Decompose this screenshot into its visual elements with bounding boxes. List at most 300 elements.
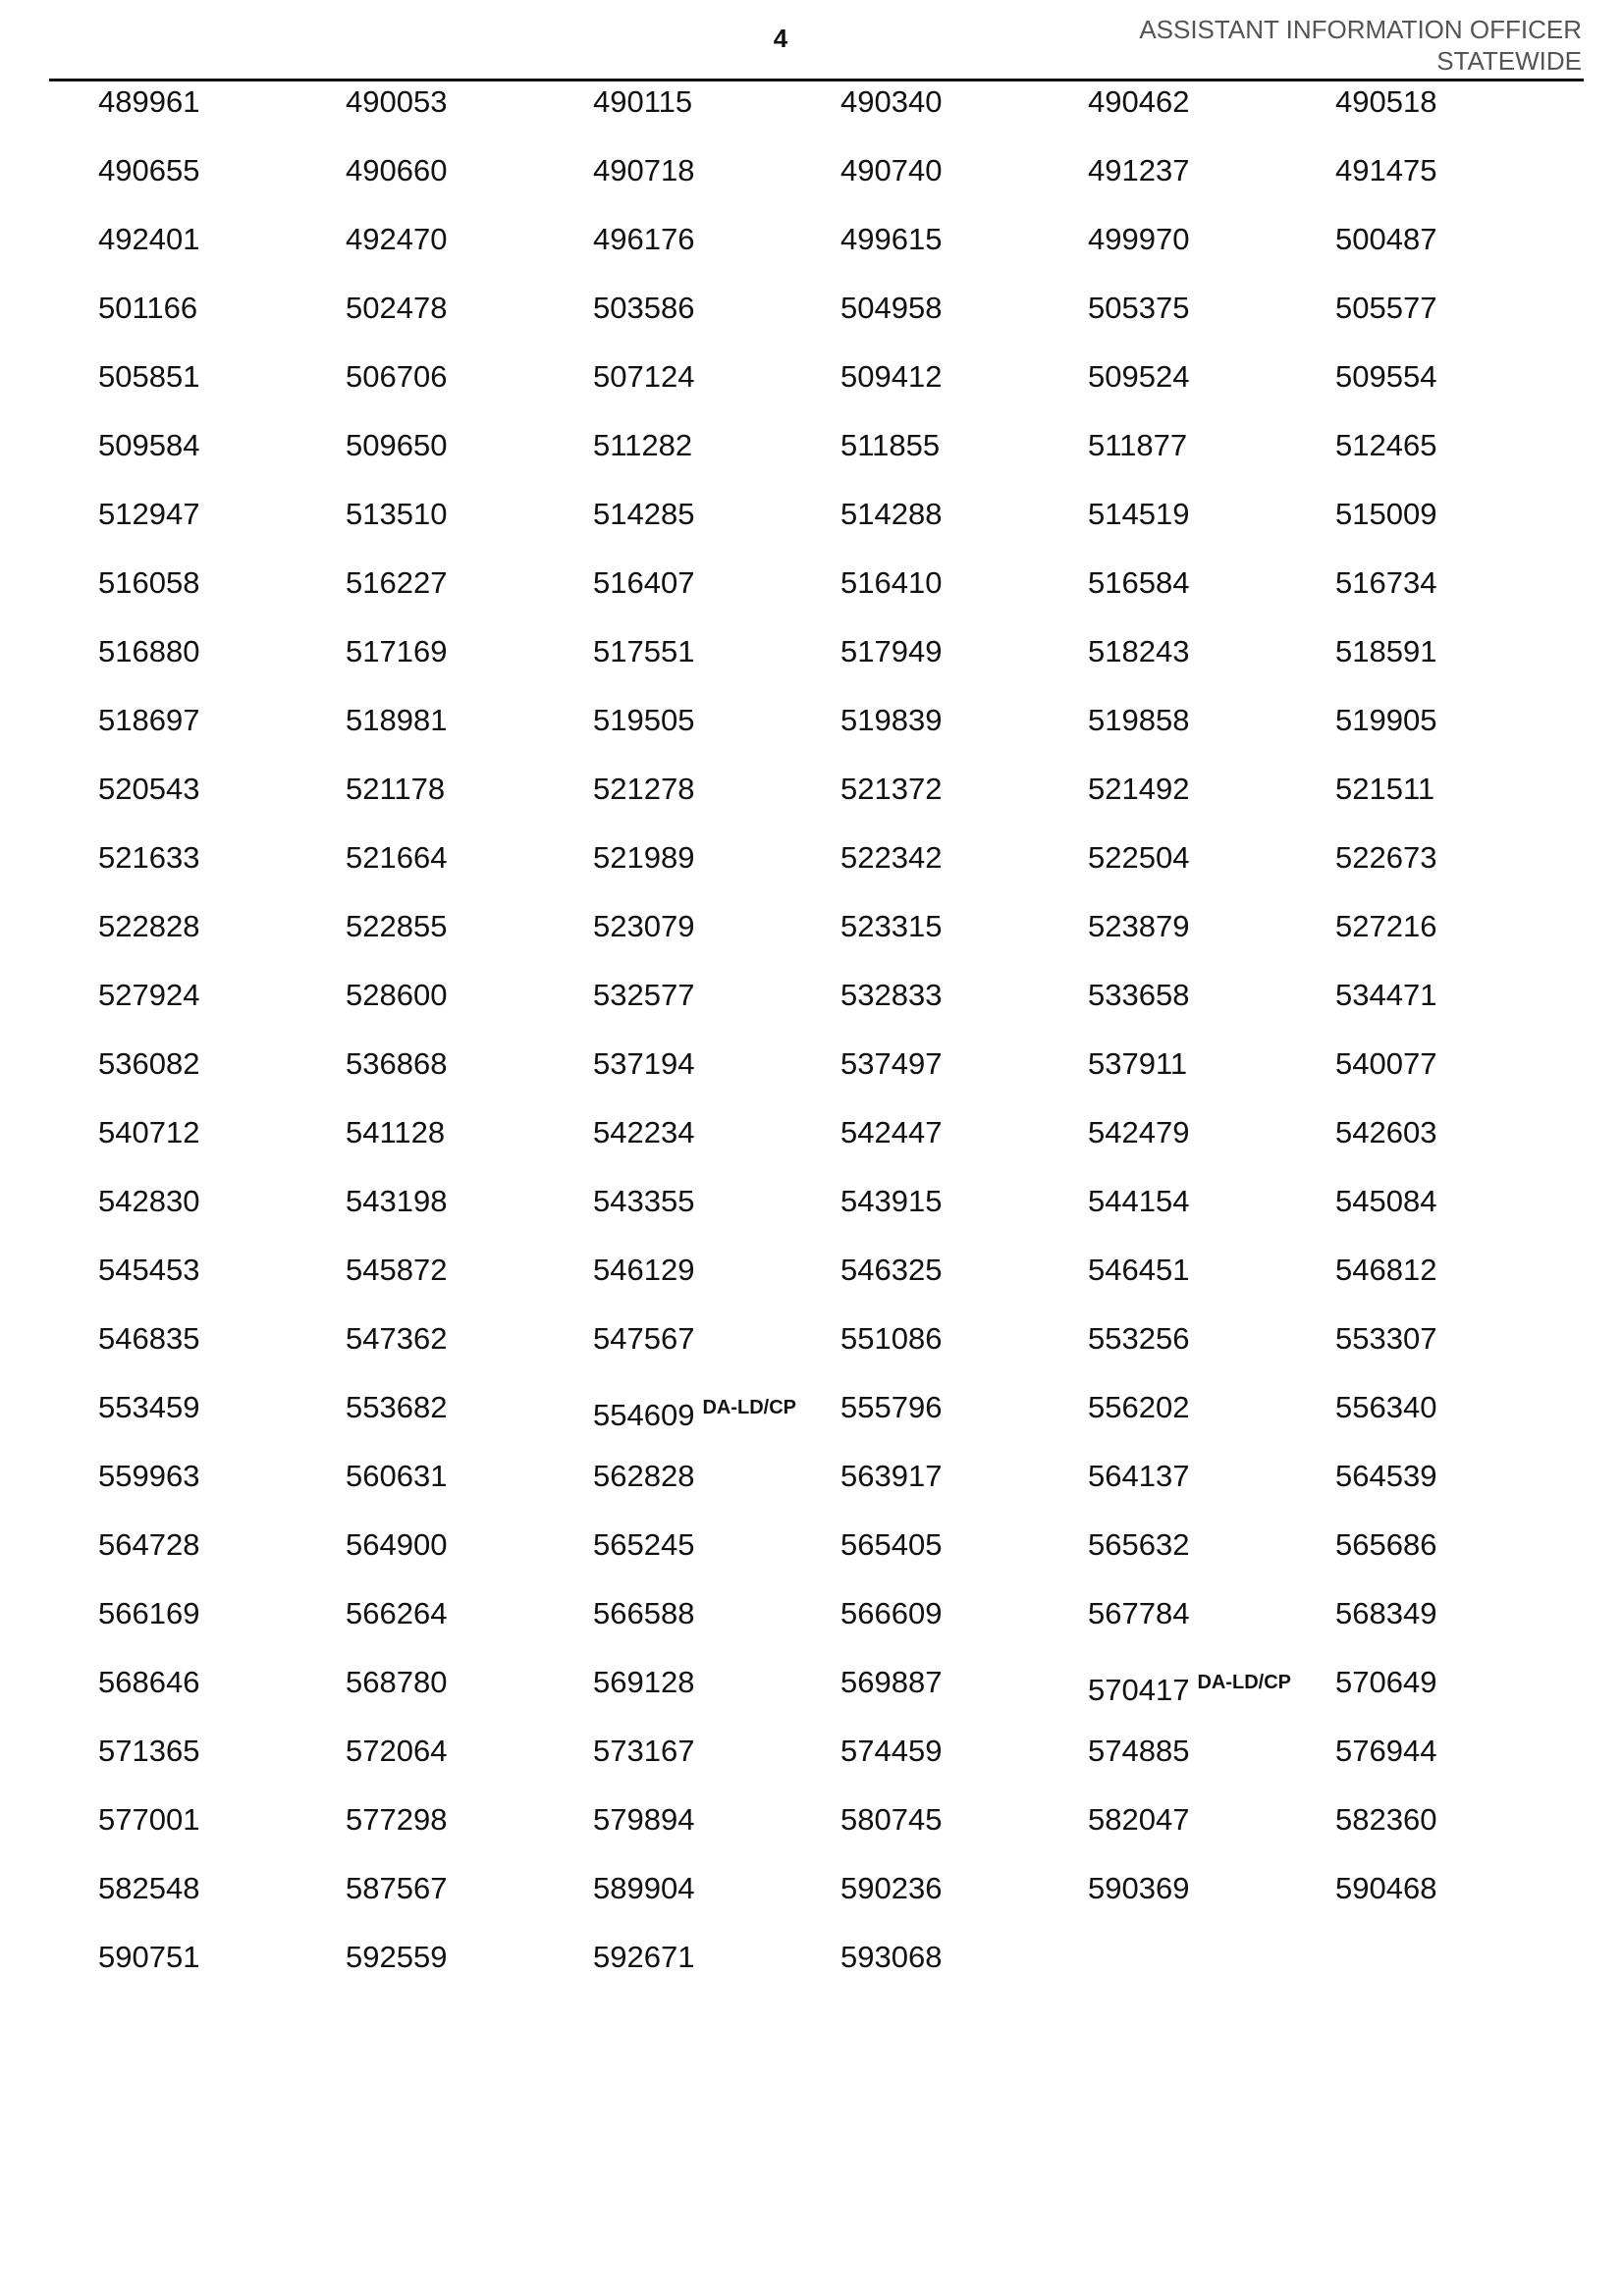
roll-number-cell	[346, 1044, 447, 1084]
roll-number: 519839	[840, 703, 943, 737]
roll-number-cell	[840, 770, 942, 809]
roll-number-cell	[1335, 1251, 1436, 1290]
roll-number-cell	[1335, 357, 1436, 397]
roll-number: 516584	[1088, 565, 1190, 600]
roll-number: 587567	[346, 1871, 448, 1905]
roll-number-cell	[98, 1319, 199, 1359]
roll-number-cell	[593, 220, 694, 259]
roll-number-cell	[98, 976, 199, 1015]
roll-number: 572064	[346, 1734, 448, 1768]
roll-number-cell	[98, 1457, 199, 1496]
roll-number-cell	[346, 1869, 447, 1908]
roll-number-cell	[346, 907, 447, 946]
roll-number-cell	[840, 426, 940, 465]
roll-number-cell	[98, 1869, 199, 1908]
roll-number: 517949	[840, 634, 943, 668]
roll-number: 509524	[1088, 359, 1190, 394]
roll-number-cell	[593, 838, 694, 878]
roll-number: 512465	[1335, 428, 1437, 462]
roll-number: 545084	[1335, 1184, 1437, 1218]
roll-number: 489961	[98, 84, 200, 119]
category-mark: DA-LD/CP	[702, 1397, 796, 1418]
roll-number-cell	[1088, 357, 1189, 397]
roll-number: 509554	[1335, 359, 1437, 394]
roll-number: 490462	[1088, 84, 1190, 119]
roll-number: 537911	[1088, 1046, 1188, 1081]
roll-number-cell	[98, 701, 199, 740]
roll-number: 490518	[1335, 84, 1437, 119]
roll-number: 522828	[98, 909, 200, 943]
roll-number-cell	[346, 220, 447, 259]
roll-number-cell	[1088, 1800, 1189, 1840]
roll-number-cell	[593, 1663, 694, 1702]
roll-number: 532577	[593, 978, 695, 1012]
roll-number-cell	[1335, 1663, 1436, 1702]
roll-number: 516407	[593, 565, 695, 600]
roll-number: 516734	[1335, 565, 1437, 600]
roll-number: 547567	[593, 1321, 695, 1356]
roll-number: 534471	[1335, 978, 1437, 1012]
roll-number: 505375	[1088, 291, 1190, 325]
roll-number-cell	[98, 1663, 199, 1702]
roll-number-cell	[593, 1251, 694, 1290]
roll-number: 496176	[593, 222, 695, 256]
roll-number-cell	[98, 1044, 199, 1084]
roll-number-cell	[1088, 289, 1189, 328]
roll-number: 568646	[98, 1665, 200, 1699]
roll-number-cell	[346, 976, 447, 1015]
roll-number: 569128	[593, 1665, 695, 1699]
roll-number: 582047	[1088, 1802, 1190, 1837]
roll-number-cell	[593, 1319, 694, 1359]
roll-number: 505577	[1335, 291, 1437, 325]
roll-number: 500487	[1335, 222, 1437, 256]
roll-number: 573167	[593, 1734, 695, 1768]
roll-number: 528600	[346, 978, 448, 1012]
roll-number-cell	[98, 289, 197, 328]
roll-number: 520543	[98, 772, 200, 806]
roll-number-cell	[1335, 976, 1436, 1015]
roll-number-cell	[593, 426, 692, 465]
roll-number: 537497	[840, 1046, 943, 1081]
roll-number: 551086	[840, 1321, 943, 1356]
roll-number-cell	[346, 1457, 447, 1496]
roll-number-cell	[593, 1044, 694, 1084]
header-title-line-2: STATEWIDE	[1436, 46, 1582, 76]
roll-number-cell	[98, 1732, 199, 1771]
roll-number: 537194	[593, 1046, 695, 1081]
roll-number-cell	[840, 357, 942, 397]
roll-number: 533658	[1088, 978, 1190, 1012]
roll-number-cell	[1335, 1594, 1436, 1633]
roll-number-cell	[98, 1525, 199, 1565]
roll-number: 512947	[98, 497, 200, 531]
roll-number: 542830	[98, 1184, 200, 1218]
roll-number-cell	[346, 357, 447, 397]
roll-number-cell	[593, 495, 694, 534]
roll-number-cell	[1088, 632, 1189, 671]
roll-number: 564137	[1088, 1459, 1190, 1493]
roll-number: 592559	[346, 1940, 448, 1974]
roll-number-cell	[840, 1663, 942, 1702]
roll-number-cell	[346, 1113, 445, 1152]
roll-number: 521492	[1088, 772, 1190, 806]
roll-number-cell	[1335, 1044, 1436, 1084]
roll-number: 491237	[1088, 153, 1190, 187]
roll-number: 593068	[840, 1940, 943, 1974]
roll-number: 490340	[840, 84, 943, 119]
roll-number-cell	[1088, 1869, 1189, 1908]
roll-number-cell	[1088, 1182, 1189, 1221]
roll-number-cell	[593, 1182, 694, 1221]
roll-number: 504958	[840, 291, 943, 325]
roll-number: 570417	[1088, 1673, 1190, 1707]
roll-number: 509412	[840, 359, 943, 394]
roll-number-cell	[1088, 1113, 1189, 1152]
roll-number-cell	[98, 495, 199, 534]
roll-number-cell	[1335, 563, 1436, 603]
roll-number-cell	[840, 151, 942, 190]
roll-number-cell	[840, 1938, 942, 1977]
roll-number-cell	[1088, 1044, 1187, 1084]
roll-number-cell	[1088, 976, 1189, 1015]
roll-number: 544154	[1088, 1184, 1190, 1218]
roll-number-cell	[346, 495, 447, 534]
roll-number: 543198	[346, 1184, 448, 1218]
roll-number-cell	[1335, 220, 1436, 259]
roll-number: 506706	[346, 359, 448, 394]
roll-number: 516410	[840, 565, 943, 600]
roll-number: 553459	[98, 1390, 200, 1424]
roll-number: 565245	[593, 1527, 695, 1562]
roll-number-cell	[98, 563, 199, 603]
roll-number-cell	[593, 151, 694, 190]
roll-number: 522342	[840, 840, 943, 875]
roll-number-cell	[98, 357, 199, 397]
roll-number-cell	[1088, 426, 1187, 465]
roll-number: 568349	[1335, 1596, 1437, 1630]
roll-number-cell	[840, 495, 942, 534]
roll-number: 516880	[98, 634, 200, 668]
header-divider	[49, 79, 1584, 81]
roll-number: 590236	[840, 1871, 943, 1905]
roll-number-cell	[1088, 907, 1189, 946]
roll-number-cell	[346, 1594, 447, 1633]
roll-number-cell	[840, 82, 942, 122]
roll-number: 516227	[346, 565, 448, 600]
roll-number-cell	[840, 1044, 942, 1084]
roll-number: 517169	[346, 634, 448, 668]
roll-number: 521633	[98, 840, 200, 875]
roll-number-cell	[346, 1319, 447, 1359]
roll-number: 522855	[346, 909, 448, 943]
roll-number: 545872	[346, 1253, 448, 1287]
roll-number-cell	[346, 1938, 447, 1977]
page-number: 4	[773, 24, 788, 53]
roll-number-cell	[1088, 838, 1189, 878]
roll-number-cell	[840, 563, 942, 603]
roll-number: 519505	[593, 703, 695, 737]
roll-number-cell	[346, 1182, 447, 1221]
roll-number-cell	[98, 82, 199, 122]
roll-number-cell	[346, 1525, 447, 1565]
roll-number: 521511	[1335, 772, 1435, 806]
roll-number-cell	[840, 1388, 942, 1427]
roll-number-cell	[1088, 1319, 1189, 1359]
roll-number: 518591	[1335, 634, 1437, 668]
roll-number: 553682	[346, 1390, 448, 1424]
document-header	[1139, 14, 1582, 77]
roll-number-cell	[840, 1113, 942, 1152]
roll-number: 523079	[593, 909, 695, 943]
roll-number: 521178	[346, 772, 446, 806]
roll-number: 527924	[98, 978, 200, 1012]
roll-number-cell	[840, 1525, 942, 1565]
roll-number: 556340	[1335, 1390, 1437, 1424]
roll-number-cell	[346, 770, 445, 809]
roll-number: 532833	[840, 978, 943, 1012]
roll-number: 509584	[98, 428, 200, 462]
roll-number: 554609	[593, 1398, 695, 1432]
roll-number: 509650	[346, 428, 448, 462]
roll-number-cell	[593, 976, 694, 1015]
roll-number-cell	[593, 82, 692, 122]
roll-number-cell	[1088, 563, 1189, 603]
roll-number-cell	[1088, 1594, 1189, 1633]
roll-number: 547362	[346, 1321, 448, 1356]
roll-number: 556202	[1088, 1390, 1190, 1424]
roll-number: 566169	[98, 1596, 200, 1630]
roll-number: 511855	[840, 428, 941, 462]
roll-number: 542479	[1088, 1115, 1190, 1149]
header-title-line-1: ASSISTANT INFORMATION OFFICER	[1139, 15, 1582, 44]
roll-number: 505851	[98, 359, 200, 394]
roll-number-cell	[98, 1938, 199, 1977]
roll-number: 523315	[840, 909, 943, 943]
category-mark: DA-LD/CP	[1197, 1672, 1291, 1693]
roll-number-cell	[346, 563, 447, 603]
roll-number-cell	[1335, 151, 1436, 190]
roll-number-cell	[1088, 151, 1189, 190]
roll-number: 580745	[840, 1802, 943, 1837]
roll-number: 590369	[1088, 1871, 1190, 1905]
roll-number: 569887	[840, 1665, 943, 1699]
roll-number: 546835	[98, 1321, 200, 1356]
roll-number: 568780	[346, 1665, 448, 1699]
roll-number: 490660	[346, 153, 448, 187]
roll-number: 543355	[593, 1184, 695, 1218]
roll-number: 543915	[840, 1184, 943, 1218]
roll-number-cell	[346, 701, 447, 740]
roll-number: 553307	[1335, 1321, 1437, 1356]
roll-number-cell	[346, 1251, 447, 1290]
roll-number-cell	[1088, 770, 1189, 809]
roll-number: 590751	[98, 1940, 200, 1974]
roll-number: 571365	[98, 1734, 200, 1768]
roll-number-cell	[346, 1800, 447, 1840]
roll-number: 546325	[840, 1253, 943, 1287]
roll-number-cell	[593, 701, 694, 740]
roll-number-cell	[593, 1869, 694, 1908]
roll-number: 511877	[1088, 428, 1188, 462]
roll-number: 562828	[593, 1459, 695, 1493]
roll-number-cell	[1335, 1182, 1436, 1221]
roll-number: 516058	[98, 565, 200, 600]
roll-number-cell	[593, 907, 694, 946]
roll-number-cell	[1088, 1663, 1291, 1707]
roll-number: 546129	[593, 1253, 695, 1287]
roll-number-cell	[1088, 495, 1189, 534]
roll-number-cell	[1335, 1113, 1436, 1152]
roll-number-cell	[593, 1113, 694, 1152]
roll-number: 563917	[840, 1459, 943, 1493]
roll-number-cell	[840, 1800, 942, 1840]
roll-number: 567784	[1088, 1596, 1190, 1630]
roll-number: 574885	[1088, 1734, 1190, 1768]
roll-number: 559963	[98, 1459, 200, 1493]
roll-number-cell	[98, 770, 199, 809]
roll-number: 541128	[346, 1115, 446, 1149]
roll-number-cell	[1335, 907, 1436, 946]
roll-number: 545453	[98, 1253, 200, 1287]
roll-number-cell	[98, 220, 199, 259]
roll-number: 492470	[346, 222, 448, 256]
roll-number-cell	[840, 1869, 942, 1908]
roll-number-cell	[98, 1594, 199, 1633]
roll-number: 490740	[840, 153, 943, 187]
roll-number-cell	[346, 1388, 447, 1427]
roll-number: 518697	[98, 703, 200, 737]
roll-number-cell	[593, 770, 694, 809]
roll-number: 577001	[98, 1802, 200, 1837]
roll-number: 517551	[593, 634, 695, 668]
roll-number: 522504	[1088, 840, 1190, 875]
roll-number-cell	[1088, 220, 1189, 259]
roll-number: 501166	[98, 291, 198, 325]
roll-number-cell	[1335, 1800, 1436, 1840]
roll-number: 540077	[1335, 1046, 1437, 1081]
roll-number: 592671	[593, 1940, 695, 1974]
roll-number: 518981	[346, 703, 448, 737]
roll-number-cell	[98, 1251, 199, 1290]
roll-number-cell	[840, 1732, 942, 1771]
roll-number-cell	[98, 1182, 199, 1221]
roll-number: 490115	[593, 84, 693, 119]
roll-number: 490053	[346, 84, 448, 119]
roll-number-cell	[593, 563, 694, 603]
roll-number-cell	[1335, 1525, 1436, 1565]
roll-number: 521278	[593, 772, 695, 806]
roll-number: 519858	[1088, 703, 1190, 737]
roll-number-cell	[98, 1388, 199, 1427]
roll-number: 522673	[1335, 840, 1437, 875]
roll-number-cell	[593, 1388, 796, 1432]
roll-number: 542603	[1335, 1115, 1437, 1149]
roll-number: 574459	[840, 1734, 943, 1768]
roll-number: 565686	[1335, 1527, 1437, 1562]
roll-number: 527216	[1335, 909, 1437, 943]
roll-number-cell	[593, 1594, 694, 1633]
roll-number: 582360	[1335, 1802, 1437, 1837]
roll-number-cell	[1335, 770, 1434, 809]
roll-number: 555796	[840, 1390, 943, 1424]
roll-number: 502478	[346, 291, 448, 325]
roll-number: 519905	[1335, 703, 1437, 737]
roll-number-cell	[840, 838, 942, 878]
roll-number: 553256	[1088, 1321, 1190, 1356]
roll-number: 566264	[346, 1596, 448, 1630]
roll-number: 513510	[346, 497, 448, 531]
roll-number: 523879	[1088, 909, 1190, 943]
roll-number-cell	[1335, 289, 1436, 328]
roll-number-cell	[593, 357, 694, 397]
roll-number-cell	[840, 976, 942, 1015]
roll-number-cell	[593, 1800, 694, 1840]
roll-number: 564539	[1335, 1459, 1437, 1493]
roll-number-cell	[840, 220, 942, 259]
roll-number: 491475	[1335, 153, 1437, 187]
roll-number: 536868	[346, 1046, 448, 1081]
roll-number: 499615	[840, 222, 943, 256]
roll-number: 546451	[1088, 1253, 1190, 1287]
roll-number: 515009	[1335, 497, 1437, 531]
roll-number-cell	[840, 1319, 942, 1359]
roll-number-cell	[593, 632, 694, 671]
roll-number: 521664	[346, 840, 448, 875]
roll-number: 518243	[1088, 634, 1190, 668]
roll-number-cell	[98, 907, 199, 946]
roll-number-cell	[98, 151, 199, 190]
roll-number-cell	[593, 289, 694, 328]
roll-number-cell	[346, 838, 447, 878]
roll-number-cell	[840, 701, 942, 740]
roll-number-cell	[346, 82, 447, 122]
roll-number-cell	[1335, 1869, 1436, 1908]
roll-number: 514519	[1088, 497, 1190, 531]
roll-number-cell	[98, 838, 199, 878]
roll-number-cell	[1335, 1319, 1436, 1359]
roll-number-cell	[346, 426, 447, 465]
roll-number: 507124	[593, 359, 695, 394]
roll-number-cell	[1335, 495, 1436, 534]
roll-number: 579894	[593, 1802, 695, 1837]
roll-number-cell	[1088, 1525, 1189, 1565]
roll-number: 521989	[593, 840, 695, 875]
roll-number: 564728	[98, 1527, 200, 1562]
roll-number: 560631	[346, 1459, 448, 1493]
roll-number: 536082	[98, 1046, 200, 1081]
roll-number-cell	[593, 1525, 694, 1565]
roll-number: 540712	[98, 1115, 200, 1149]
roll-number: 590468	[1335, 1871, 1437, 1905]
roll-number: 542447	[840, 1115, 943, 1149]
roll-number-cell	[1088, 701, 1189, 740]
roll-number-cell	[98, 426, 199, 465]
roll-number: 490655	[98, 153, 200, 187]
roll-number-cell	[840, 907, 942, 946]
roll-number-cell	[593, 1732, 694, 1771]
roll-number: 565632	[1088, 1527, 1190, 1562]
roll-number: 582548	[98, 1871, 200, 1905]
roll-number-cell	[1335, 701, 1436, 740]
roll-number-cell	[346, 289, 447, 328]
roll-number-cell	[840, 1457, 942, 1496]
roll-number-cell	[98, 632, 199, 671]
roll-number-cell	[840, 632, 942, 671]
roll-number: 499970	[1088, 222, 1190, 256]
roll-number: 514285	[593, 497, 695, 531]
roll-number-cell	[1335, 632, 1436, 671]
